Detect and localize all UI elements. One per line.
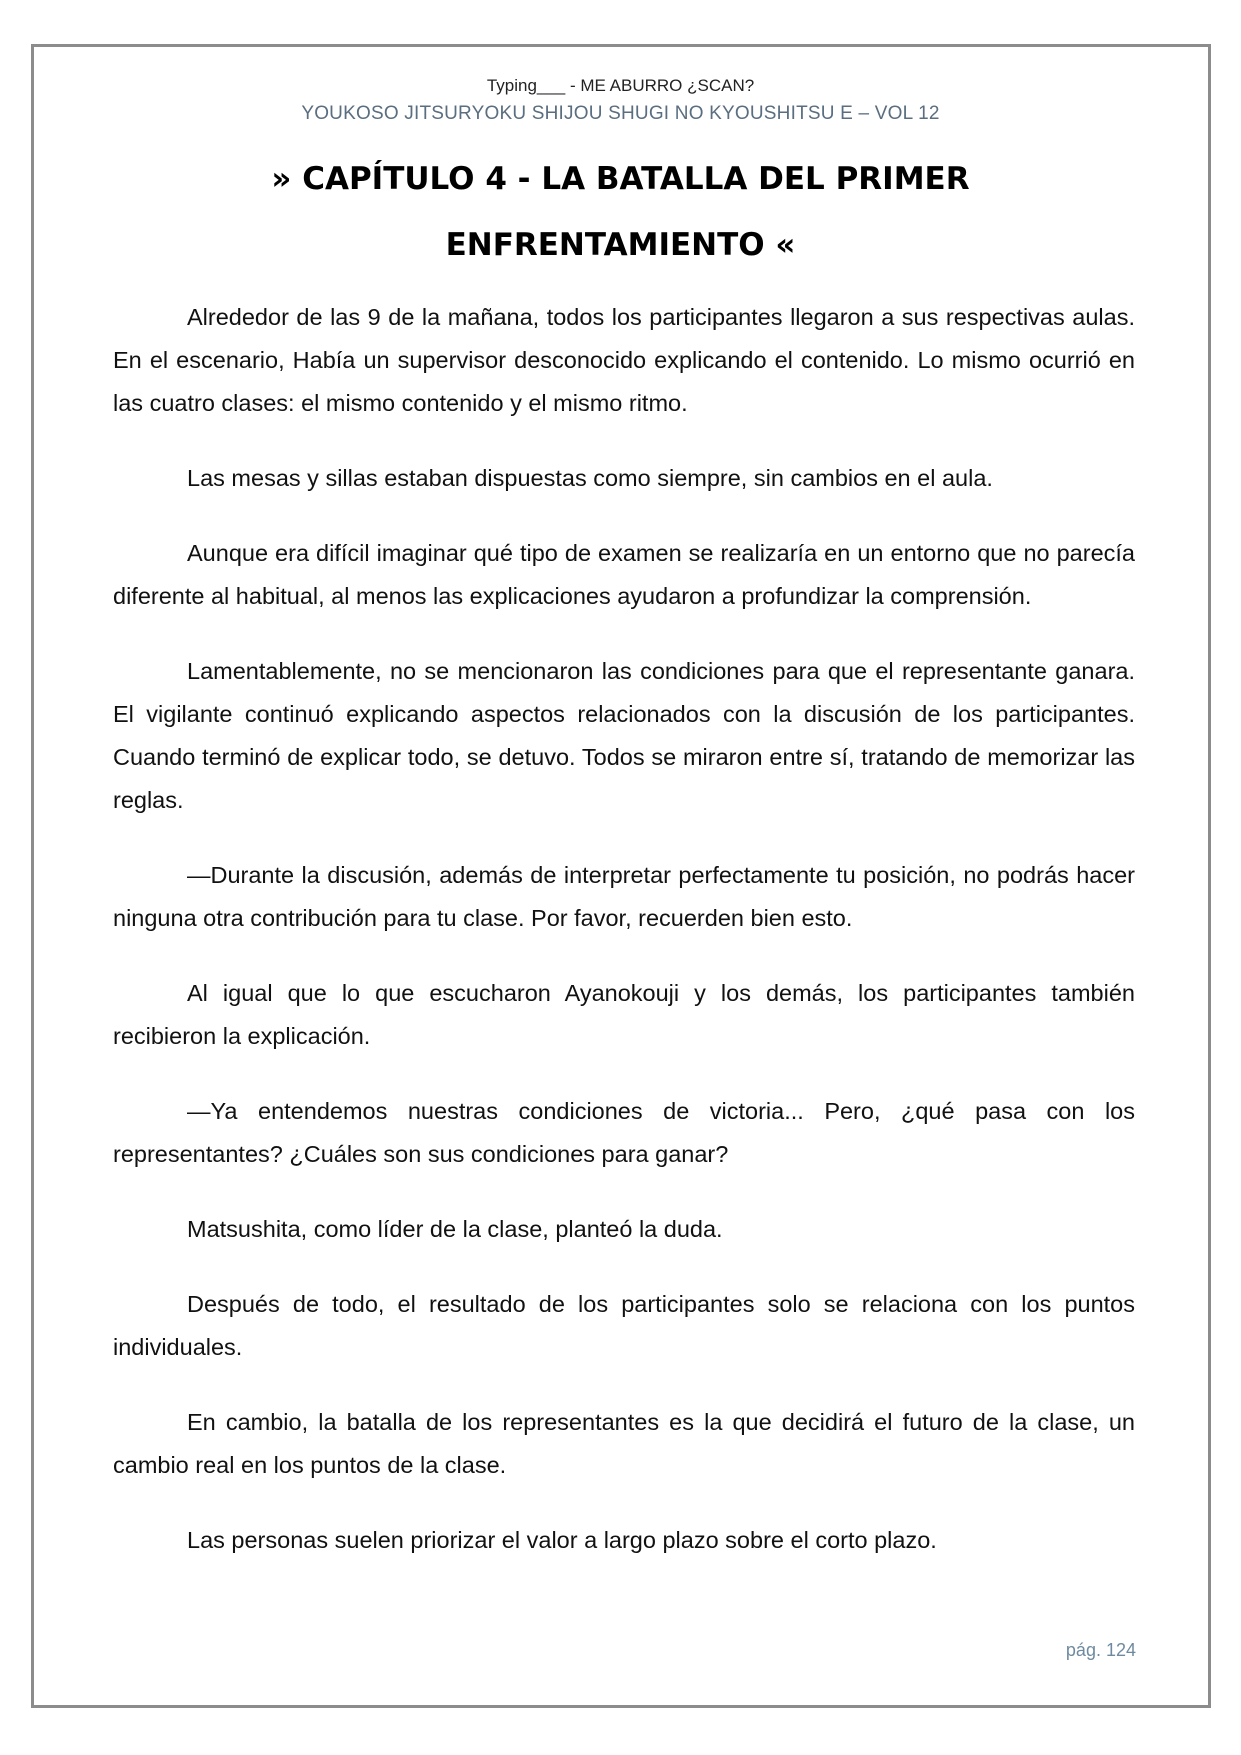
chapter-title-line-1: » CAPÍTULO 4 - LA BATALLA DEL PRIMER (271, 161, 970, 197)
chapter-body (113, 296, 1135, 1594)
header-book-title: YOUKOSO JITSURYOKU SHIJOU SHUGI NO KYOUSHITSU E – VOL 12 (301, 103, 940, 124)
paragraph: Al igual que lo que escucharon Ayanokouji y los demás, los participantes también recibieron la explicación. (113, 980, 1135, 1049)
paragraph: —Ya entendemos nuestras condiciones de victoria... Pero, ¿qué pasa con los representantes? ¿Cuáles son sus condiciones para ganar? (113, 1098, 1135, 1167)
paragraph: Las mesas y sillas estaban dispuestas como siempre, sin cambios en el aula. (187, 465, 993, 491)
paragraph: —Durante la discusión, además de interpretar perfectamente tu posición, no podrás hacer ninguna otra contribución para tu clase. Por favor, recuerden bien esto. (113, 862, 1135, 931)
paragraph: Aunque era difícil imaginar qué tipo de examen se realizaría en un entorno que no parecía diferente al habitual, al menos las explicaciones ayudaron a profundizar la comprensión. (113, 540, 1135, 609)
paragraph: Lamentablemente, no se mencionaron las condiciones para que el representante ganara. El vigilante continuó explicando aspectos relacionados con la discusión de los participantes. Cuando terminó de explicar todo, se detuvo. Todos se miraron entre sí, tratando de memorizar las reglas. (113, 658, 1135, 813)
paragraph: Matsushita, como líder de la clase, planteó la duda. (187, 1216, 723, 1242)
chapter-title-line-2: ENFRENTAMIENTO « (445, 227, 796, 263)
paragraph: En cambio, la batalla de los representantes es la que decidirá el futuro de la clase, un cambio real en los puntos de la clase. (113, 1409, 1135, 1478)
page-number: pág. 124 (1065, 1640, 1136, 1660)
header-typing-credit: Typing___ - ME ABURRO ¿SCAN? (486, 76, 755, 95)
paragraph: Después de todo, el resultado de los participantes solo se relaciona con los puntos individuales. (113, 1291, 1135, 1360)
paragraph: Las personas suelen priorizar el valor a largo plazo sobre el corto plazo. (187, 1527, 937, 1553)
paragraph: Alrededor de las 9 de la mañana, todos los participantes llegaron a sus respectivas aulas. En el escenario, Había un supervisor desconocido explicando el contenido. Lo mismo ocurrió en las cuatro clases: el mismo contenido y el mismo ritmo. (113, 304, 1135, 416)
